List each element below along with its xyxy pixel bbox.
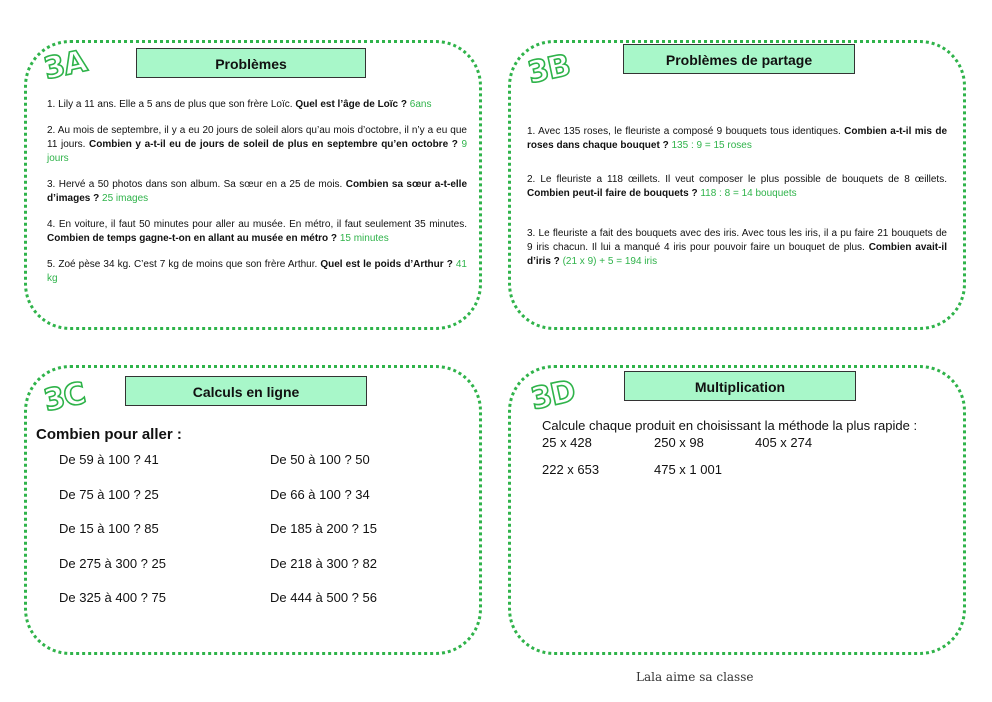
problem-3a-3: 3. Hervé a 50 photos dans son album. Sa sœur en a 25 de mois. Combien sa sœur a-t-elle d’images ? 25 images <box>47 179 468 204</box>
card-3c <box>24 365 482 655</box>
card-3a-title: Problèmes <box>136 48 366 78</box>
mult-item-4: 222 x 653 <box>542 462 600 477</box>
card-3d <box>508 365 966 655</box>
card-3b-title: Problèmes de partage <box>623 44 855 74</box>
badge-3b: 3B <box>524 48 573 91</box>
mult-item-5: 475 x 1 001 <box>654 462 722 477</box>
problem-3b-1: 1. Avec 135 roses, le fleuriste a composé 9 bouquets tous identiques. Combien a-t-il mis de roses dans chaque bouquet ? 135 : 9 = 15 roses <box>527 126 948 151</box>
calc-right-4: De 218 à 300 ? 82 <box>270 556 377 571</box>
problem-3b-2: 2. Le fleuriste a 118 œillets. Il veut composer le plus possible de bouquets de 8 œillets. Combien peut-il faire de bouquets ? 118 : 8 = 14 bouquets <box>527 174 947 199</box>
card-3a-problems <box>47 98 467 286</box>
footer-credit: Lala aime sa classe <box>636 670 754 684</box>
calc-left-2: De 75 à 100 ? 25 <box>59 487 159 502</box>
problem-3a-1: 1. Lily a 11 ans. Elle a 5 ans de plus que son frère Loïc. Quel est l’âge de Loïc ? 6ans <box>47 99 432 110</box>
calc-right-2: De 66 à 100 ? 34 <box>270 487 370 502</box>
calc-right-5: De 444 à 500 ? 56 <box>270 590 377 605</box>
badge-3a: 3A <box>40 44 90 87</box>
calc-left-5: De 325 à 400 ? 75 <box>59 590 166 605</box>
card-3b-problems <box>527 125 947 269</box>
card-3d-title: Multiplication <box>624 371 856 401</box>
calc-heading: Combien pour aller : <box>36 426 182 443</box>
mult-item-1: 25 x 428 <box>542 435 592 450</box>
calc-right-3: De 185 à 200 ? 15 <box>270 521 377 536</box>
calc-left-3: De 15 à 100 ? 85 <box>59 521 159 536</box>
badge-3d: 3D <box>527 373 578 418</box>
badge-3c: 3C <box>40 376 89 419</box>
problem-3a-2: 2. Au mois de septembre, il y a eu 20 jours de soleil alors qu’au mois d’octobre, il n’y a eu que 11 jours. Combien y a-t-il eu de jours de soleil de plus en septembre qu’en octobre ? 9 jours <box>47 125 468 164</box>
mult-item-3: 405 x 274 <box>755 435 813 450</box>
problem-3a-5: 5. Zoé pèse 34 kg. C’est 7 kg de moins que son frère Arthur. Quel est le poids d’Arthur ? 41 kg <box>47 259 467 284</box>
mult-item-2: 250 x 98 <box>654 435 704 450</box>
calc-right-1: De 50 à 100 ? 50 <box>270 452 370 467</box>
calc-left-1: De 59 à 100 ? 41 <box>59 452 159 467</box>
problem-3a-4: 4. En voiture, il faut 50 minutes pour aller au musée. En métro, il faut seulement 35 minutes. Combien de temps gagne-t-on en allant au musée en métro ? 15 minutes <box>47 219 467 244</box>
problem-3b-3: 3. Le fleuriste a fait des bouquets avec des iris. Avec tous les iris, il a pu faire 21 bouquets de 9 iris chacun. Il lui a manqué 4 iris pour pouvoir faire un bouquet de plus. Combien avait-il d’iris ? (21 x 9) + 5 = 194 iris <box>527 228 947 267</box>
card-3c-title: Calculs en ligne <box>125 376 367 406</box>
mult-instruction: Calcule chaque produit en choisissant la méthode la plus rapide : <box>542 418 918 433</box>
calc-left-4: De 275 à 300 ? 25 <box>59 556 166 571</box>
